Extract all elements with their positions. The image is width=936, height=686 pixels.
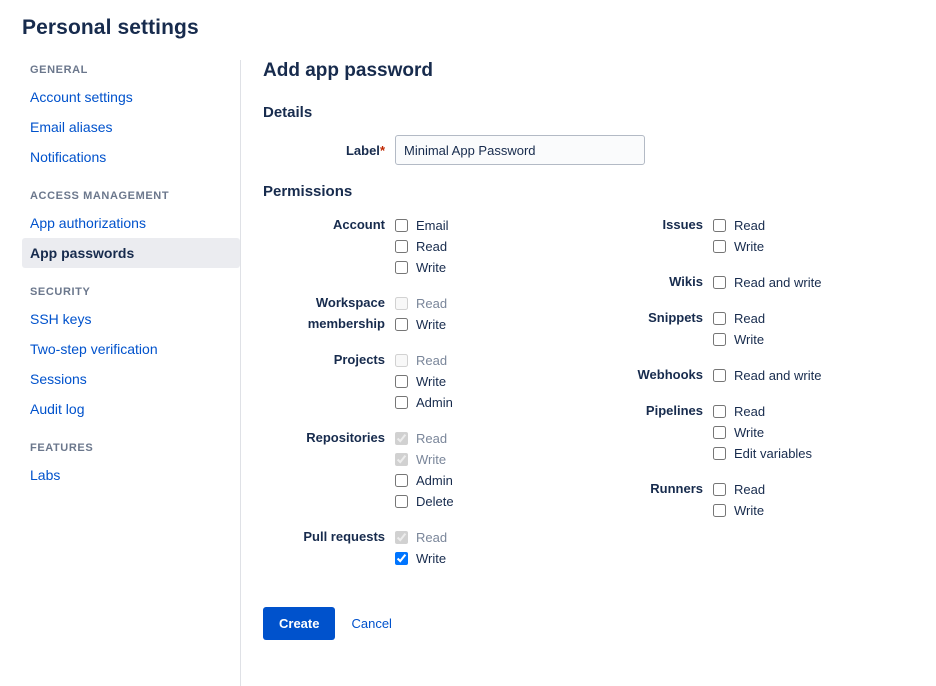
permission-options [395, 292, 447, 335]
form-actions [263, 607, 912, 640]
permission-checkbox-label: Write [416, 551, 447, 566]
permission-checkbox-row[interactable] [713, 236, 765, 257]
sidebar-item-account-settings[interactable]: Account settings [30, 89, 133, 105]
permission-checkbox[interactable] [713, 483, 726, 496]
required-marker: * [379, 142, 385, 158]
permission-checkbox[interactable] [395, 219, 408, 232]
permission-group-label: Account [333, 217, 385, 232]
permission-checkbox-label: Edit variables [734, 446, 813, 461]
permission-group-label: Issues [662, 217, 703, 232]
sidebar-item-notifications[interactable]: Notifications [30, 149, 107, 165]
permissions-columns [263, 214, 912, 583]
permission-checkbox-row[interactable] [395, 527, 447, 548]
permission-group [263, 427, 593, 512]
permission-checkbox-row[interactable] [713, 215, 765, 236]
permission-group-label: Pull requests [303, 529, 385, 544]
permission-checkbox-label: Admin [416, 473, 453, 488]
permission-checkbox [395, 453, 408, 466]
permission-checkbox-row[interactable] [713, 272, 821, 293]
permission-checkbox[interactable] [713, 312, 726, 325]
permission-checkbox[interactable] [395, 474, 408, 487]
permission-checkbox[interactable] [713, 369, 726, 382]
permission-checkbox[interactable] [395, 495, 408, 508]
permission-options [395, 526, 447, 569]
permission-group [593, 364, 893, 386]
permission-checkbox-row[interactable] [395, 491, 454, 512]
permission-checkbox-label: Read [734, 404, 766, 419]
permission-group [593, 478, 893, 521]
permission-checkbox-label: Admin [416, 395, 453, 410]
permissions-left-column [263, 214, 593, 583]
label-field-row [263, 135, 912, 165]
permission-checkbox-row[interactable] [713, 422, 812, 443]
permission-checkbox-row[interactable] [395, 392, 453, 413]
permission-checkbox-row[interactable] [395, 371, 453, 392]
permission-checkbox-label: Write [416, 374, 447, 389]
permission-checkbox-row[interactable] [395, 350, 453, 371]
permission-options [395, 349, 453, 413]
permission-checkbox-label: Read and write [734, 275, 822, 290]
details-section-title: Details [263, 104, 313, 121]
permission-checkbox-row[interactable] [713, 401, 812, 422]
permission-checkbox-row[interactable] [395, 548, 447, 569]
permission-checkbox-label: Write [734, 425, 765, 440]
permission-group-label: Snippets [648, 310, 703, 325]
permission-checkbox[interactable] [713, 426, 726, 439]
permission-checkbox[interactable] [713, 333, 726, 346]
permission-checkbox[interactable] [395, 318, 408, 331]
label-field-label [263, 143, 395, 158]
permission-checkbox-row[interactable] [395, 470, 454, 491]
permission-checkbox[interactable] [395, 552, 408, 565]
permission-checkbox-row[interactable] [395, 449, 454, 470]
permission-options [395, 427, 454, 512]
permission-options [713, 214, 765, 257]
sidebar-item-ssh-keys[interactable]: SSH keys [30, 311, 92, 327]
permission-checkbox[interactable] [395, 396, 408, 409]
permission-checkbox[interactable] [713, 219, 726, 232]
permission-group [593, 271, 893, 293]
permission-group-label: Repositories [306, 430, 385, 445]
permission-checkbox-label: Write [416, 452, 447, 467]
main-title: Add app password [263, 60, 433, 81]
sidebar-item-sessions[interactable]: Sessions [30, 371, 87, 387]
permission-group-label: Wikis [669, 274, 703, 289]
sidebar-group-title: FEATURES [30, 442, 94, 454]
permission-options [713, 400, 812, 464]
permission-checkbox-row[interactable] [395, 257, 449, 278]
permission-checkbox-label: Read [416, 530, 448, 545]
permission-checkbox-label: Write [734, 332, 765, 347]
permission-checkbox-label: Read [416, 296, 448, 311]
permission-group-label: Runners [650, 481, 703, 496]
permission-checkbox-label: Read [416, 353, 448, 368]
permission-checkbox-label: Read and write [734, 368, 822, 383]
permission-checkbox-row[interactable] [713, 308, 765, 329]
permission-group [263, 526, 593, 569]
create-button[interactable]: Create [263, 607, 335, 640]
permission-checkbox-row[interactable] [713, 500, 765, 521]
permission-checkbox-row[interactable] [713, 443, 812, 464]
permission-options [713, 307, 765, 350]
permission-checkbox-row[interactable] [395, 236, 449, 257]
sidebar-group-title: ACCESS MANAGEMENT [30, 190, 170, 202]
sidebar-group-title: GENERAL [30, 64, 88, 76]
permission-checkbox[interactable] [713, 405, 726, 418]
sidebar-item-email-aliases[interactable]: Email aliases [30, 119, 113, 135]
permission-checkbox-row[interactable] [395, 314, 447, 335]
permission-group [593, 400, 893, 464]
permission-checkbox-row[interactable] [713, 329, 765, 350]
permission-options [713, 271, 821, 293]
permission-group [263, 214, 593, 278]
label-input[interactable] [395, 135, 645, 165]
permission-options [713, 478, 765, 521]
label-field-text: Label [345, 142, 380, 158]
permission-checkbox[interactable] [713, 447, 726, 460]
permission-group [593, 214, 893, 257]
sidebar [22, 60, 240, 490]
permission-checkbox[interactable] [395, 240, 408, 253]
permission-checkbox-label: Write [734, 503, 765, 518]
permission-checkbox-row[interactable] [713, 365, 821, 386]
sidebar-item-audit-log[interactable]: Audit log [30, 401, 85, 417]
permission-group-label: Pipelines [645, 403, 703, 418]
permission-checkbox-label: Email [416, 218, 449, 233]
permission-checkbox-row[interactable] [395, 293, 447, 314]
permission-group-label: Projects [333, 352, 385, 367]
page-title: Personal settings [22, 16, 199, 39]
permission-checkbox-label: Write [416, 317, 447, 332]
permission-checkbox-label: Read [734, 218, 766, 233]
permission-checkbox-label: Read [416, 239, 448, 254]
permission-checkbox [395, 354, 408, 367]
permission-checkbox-row[interactable] [395, 428, 454, 449]
permission-checkbox-label: Read [734, 482, 766, 497]
permission-checkbox [395, 531, 408, 544]
permission-checkbox-row[interactable] [713, 479, 765, 500]
permission-checkbox [395, 432, 408, 445]
permission-options [713, 364, 821, 386]
permission-checkbox[interactable] [713, 276, 726, 289]
settings-layout [0, 60, 936, 686]
sidebar-item-app-passwords[interactable]: App passwords [22, 238, 240, 268]
permission-checkbox-row[interactable] [395, 215, 449, 236]
permission-checkbox[interactable] [713, 240, 726, 253]
permission-group [593, 307, 893, 350]
sidebar-item-two-step-verification[interactable]: Two-step verification [30, 341, 158, 357]
main-content [240, 60, 936, 686]
permission-checkbox[interactable] [713, 504, 726, 517]
sidebar-item-app-authorizations[interactable]: App authorizations [30, 215, 146, 231]
permission-group [263, 292, 593, 335]
permissions-section-title: Permissions [263, 183, 353, 200]
permission-checkbox-label: Delete [416, 494, 454, 509]
permission-checkbox[interactable] [395, 375, 408, 388]
sidebar-group-title: SECURITY [30, 286, 91, 298]
permission-checkbox[interactable] [395, 261, 408, 274]
permission-group-label: Webhooks [637, 367, 703, 382]
permission-checkbox-label: Write [416, 260, 447, 275]
permission-checkbox-label: Write [734, 239, 765, 254]
permission-checkbox-label: Read [734, 311, 766, 326]
permission-group [263, 349, 593, 413]
permission-checkbox [395, 297, 408, 310]
permission-options [395, 214, 449, 278]
sidebar-item-labs[interactable]: Labs [30, 467, 61, 483]
permissions-right-column [593, 214, 893, 583]
permission-group-label: Workspace membership [307, 295, 385, 331]
cancel-button[interactable]: Cancel [351, 616, 392, 631]
permission-checkbox-label: Read [416, 431, 448, 446]
